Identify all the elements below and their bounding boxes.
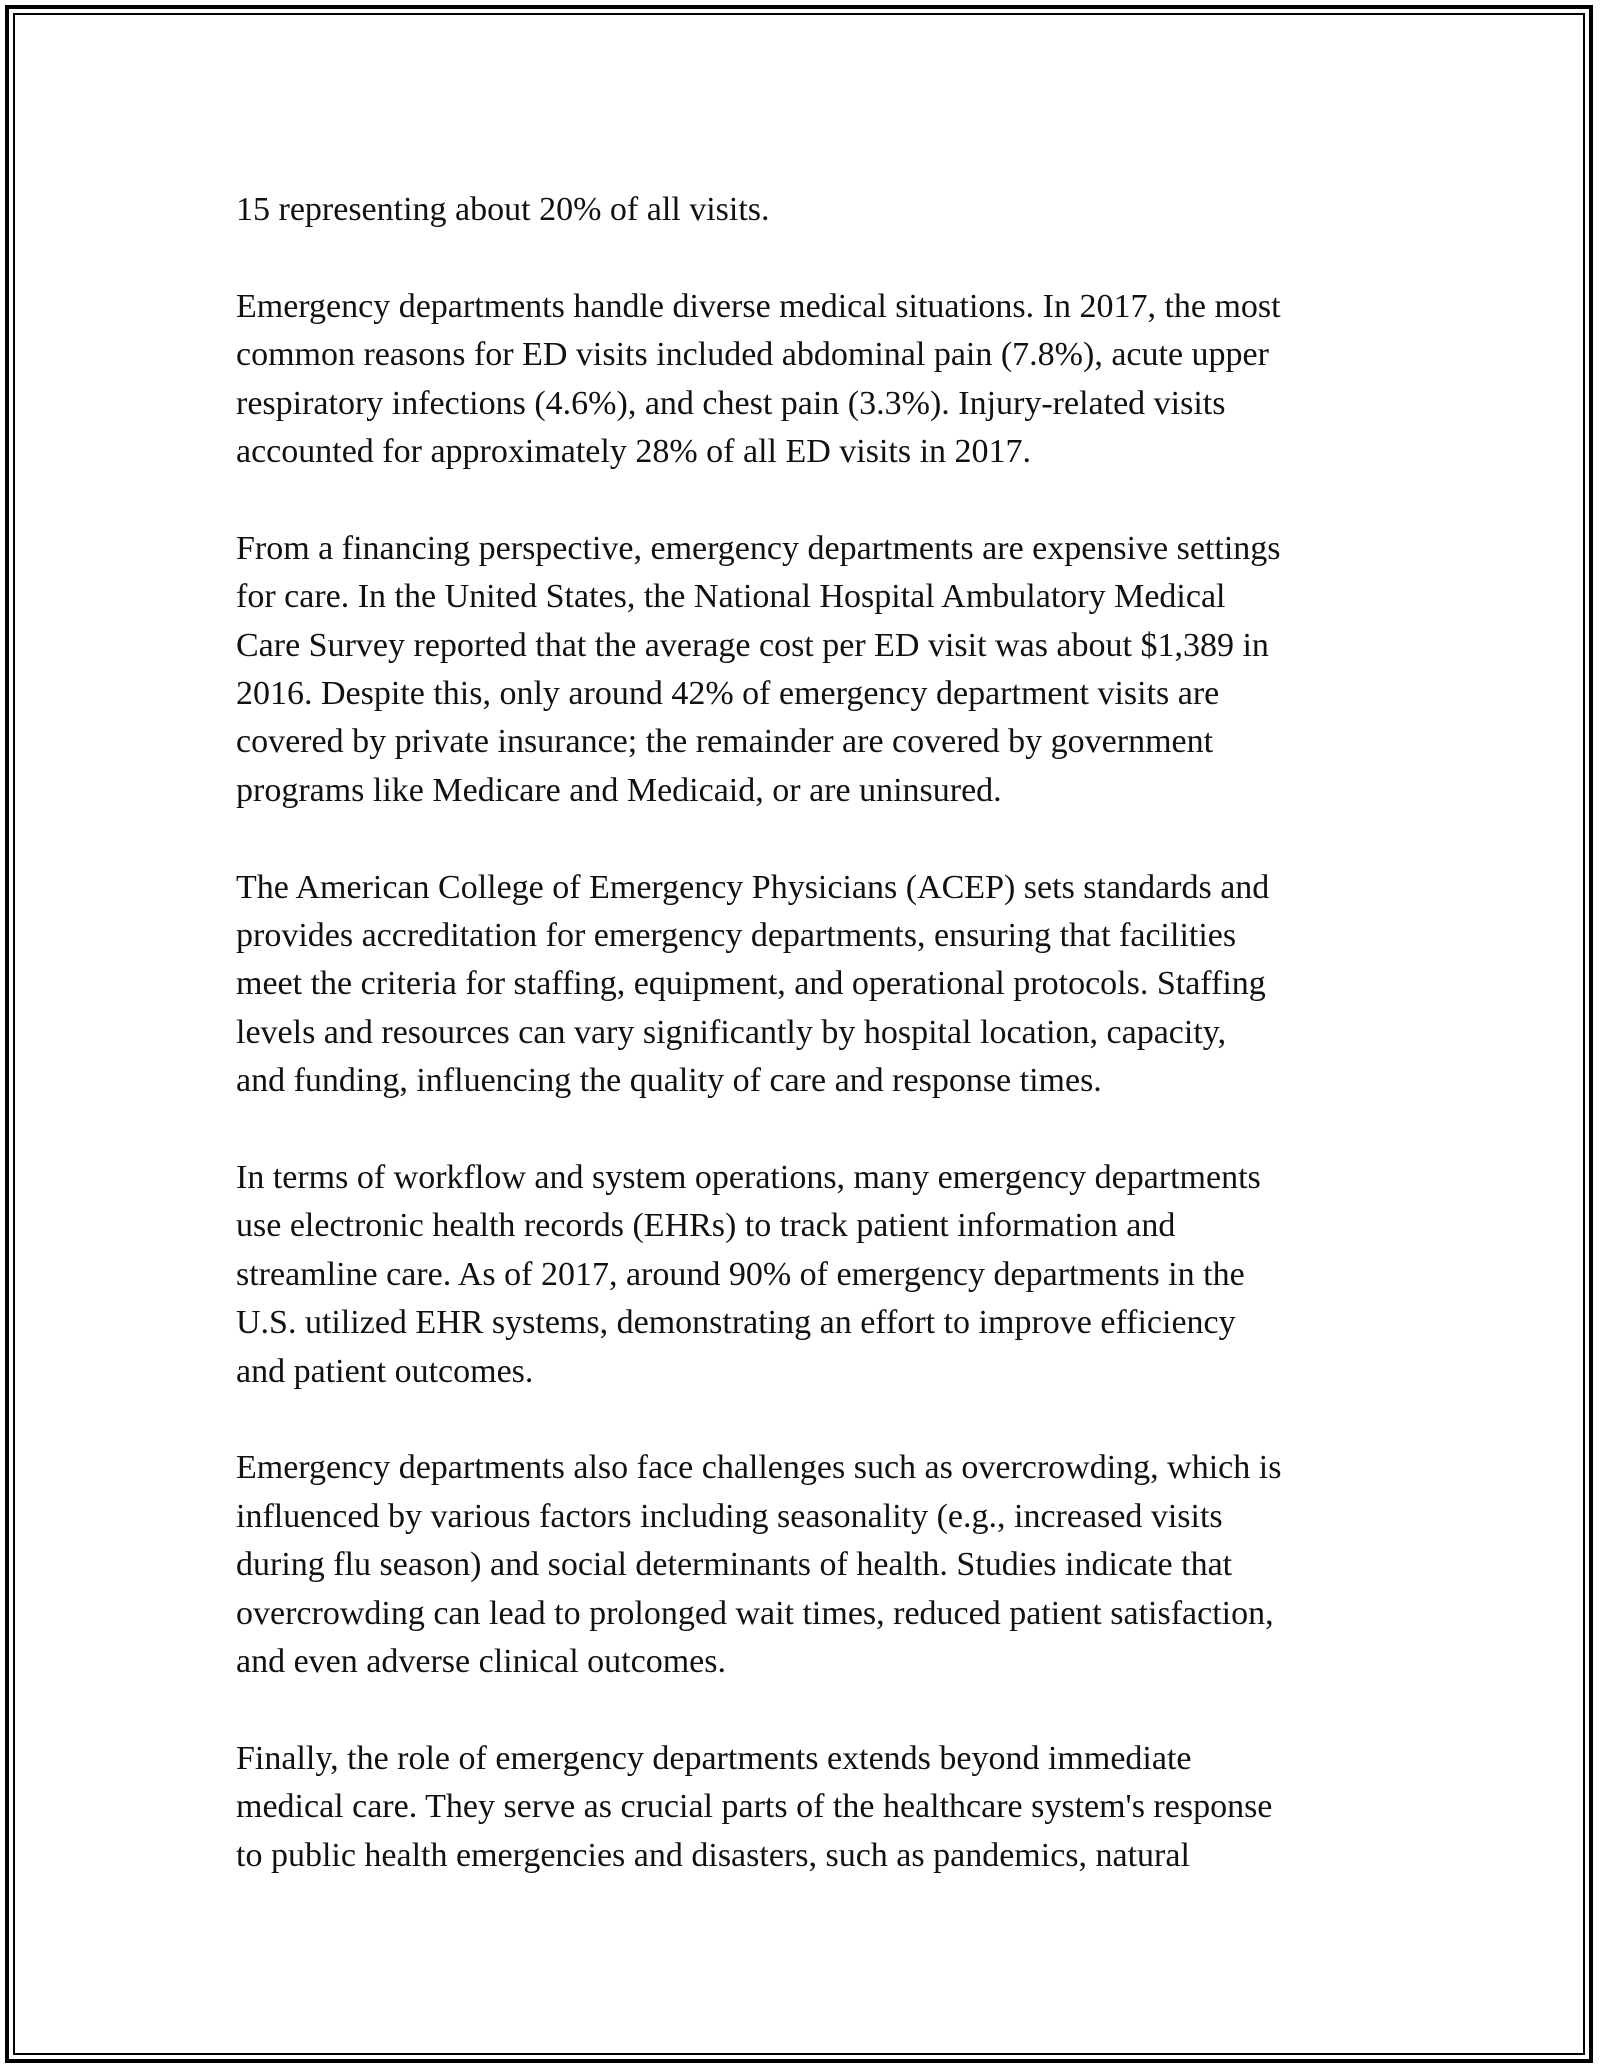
paragraph-continuation: 15 representing about 20% of all visits. <box>236 191 770 228</box>
document-body <box>236 186 1386 1880</box>
paragraph-overcrowding: Emergency departments also face challenges such as overcrowding, which is influenced by various factors including seasonality (e.g., increased visits during flu season) and social determinants of health. Studies indicate that overcrowding can lead to prolonged wait times, reduced patient satisfaction, and even adverse clinical outcomes. <box>236 1449 1282 1681</box>
paragraph-financing: From a financing perspective, emergency departments are expensive settings for care. In the United States, the National Hospital Ambulatory Medical Care Survey reported that the average cost per ED visit was about $1,389 in 2016. Despite this, only around 42% of emergency department visits are covered by private insurance; the remainder are covered by government programs like Medicare and Medicaid, or are uninsured. <box>236 529 1281 809</box>
paragraph-public-health-role: Finally, the role of emergency departments extends beyond immediate medical care. They serve as crucial parts of the healthcare system's response to public health emergencies and disasters, such as pandemics, natural <box>236 1739 1273 1874</box>
paragraph-acep-standards: The American College of Emergency Physicians (ACEP) sets standards and provides accreditation for emergency departments, ensuring that facilities meet the criteria for staffing, equipment, and operational protocols. Staffing levels and resources can vary significantly by hospital location, capacity, and funding, influencing the quality of care and response times. <box>236 868 1270 1100</box>
paragraph-visit-reasons: Emergency departments handle diverse medical situations. In 2017, the most common reasons for ED visits included abdominal pain (7.8%), acute upper respiratory infections (4.6%), and chest pain (3.3%). Injury-related visits accounted for approximately 28% of all ED visits in 2017. <box>236 287 1281 471</box>
paragraph-workflow-ehr: In terms of workflow and system operations, many emergency departments use electronic health records (EHRs) to track patient information and streamline care. As of 2017, around 90% of emergency departments in the U.S. utilized EHR systems, demonstrating an effort to improve efficiency and patient outcomes. <box>236 1159 1261 1390</box>
